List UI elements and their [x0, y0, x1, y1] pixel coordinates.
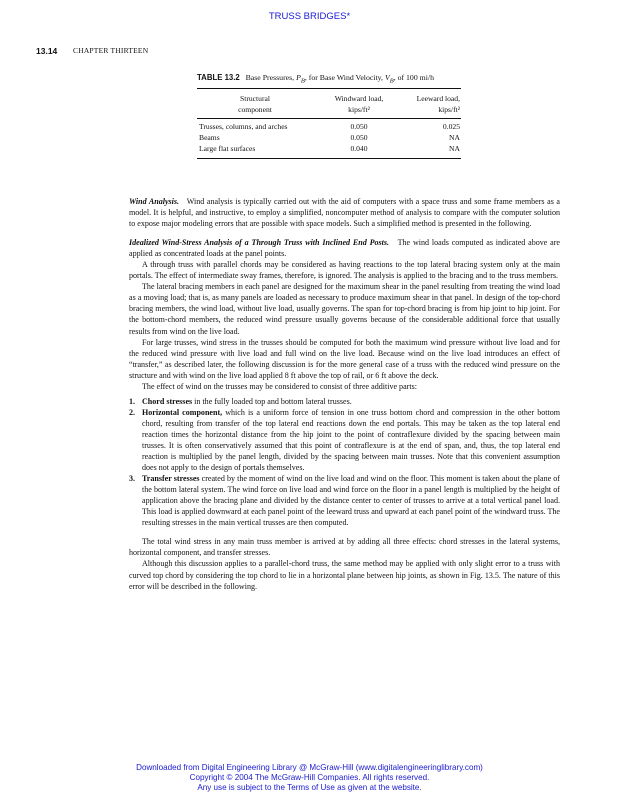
table-row-2-windward: 0.050	[350, 133, 368, 142]
table-row-3-leeward: NA	[449, 144, 460, 153]
table-header-windward-line2: kips/ft²	[348, 104, 370, 114]
chapter-label: CHAPTER THIRTEEN	[73, 46, 149, 55]
table-row-3-windward: 0.040	[350, 144, 368, 153]
table-caption-text-1: Base Pressures,	[245, 73, 297, 82]
download-footer	[0, 763, 619, 794]
paragraph-large-trusses: For large trusses, wind stress in the trusses should be computed for both the maximum wind pressure without live load and for the reduced wind pressure with live load and full wind on the live load. Because wind on the live load introduces an effect of “transfer,” as described later, the following discussion is for the more general case of a truss with the reduced wind pressure on the structure and with wind on the live load applied 8 ft above the top of rail, or 6 ft above the deck.	[129, 337, 560, 380]
table-row-2-leeward: NA	[449, 133, 460, 142]
list-item	[129, 396, 560, 407]
table-bottom-rule	[197, 158, 461, 159]
pressure-symbol: P	[296, 73, 301, 82]
list-item	[129, 473, 560, 528]
table-header-component-line1: Structural	[240, 94, 270, 103]
page-number: 13.14	[36, 46, 58, 56]
body-text	[129, 196, 560, 592]
table-header-component	[199, 94, 311, 115]
list-item	[129, 407, 560, 473]
list-item-term: Horizontal component,	[142, 407, 223, 417]
table-header-component-line2: component	[238, 104, 272, 114]
table-header-leeward-line2: kips/ft²	[438, 104, 460, 114]
paragraph-through-truss: A through truss with parallel chords may be considered as having reactions to the top lateral bracing system only at the main portals. The effect of intermediate sway frames, therefore, is ignored. The analysis is applied to the bracing and to the truss members.	[129, 260, 560, 281]
footer-download-link[interactable]: Downloaded from Digital Engineering Library @ McGraw-Hill (www.digitalengineeringlibrary.com)	[136, 763, 483, 772]
footer-terms: Any use is subject to the Terms of Use as given at the website.	[197, 783, 422, 793]
paragraph-lateral-bracing: The lateral bracing members in each panel are designed for the maximum shear in the panel resulting from treating the wind load as a moving load; that is, as many panels are loaded as necessary to produce maximum shear in that panel. In design of the top-chord bracing members, the wind load, without live load, usually governs. The span for top-chord bracing is from hip joint to hip joint. For the bottom-chord members, the reduced wind pressure usually governs because of the considerable additional force that usually results from wind on the live load.	[129, 282, 560, 336]
table-header-leeward	[392, 94, 460, 115]
idealized-heading: Idealized Wind-Stress Analysis of a Through Truss with Inclined End Posts.	[129, 238, 390, 248]
table-row-3-component: Large flat surfaces	[199, 144, 256, 153]
table-header-leeward-line1: Leeward load,	[416, 94, 460, 103]
table-header-windward-line1: Windward load,	[334, 94, 384, 103]
idealized-text: The wind loads computed as indicated above are applied as concentrated loads at the panel points.	[129, 238, 560, 259]
running-header-title: TRUSS BRIDGES*	[268, 11, 351, 22]
idealized-paragraph	[129, 237, 560, 259]
table-row-2-component: Beams	[199, 133, 220, 142]
list-item-number: 3.	[129, 474, 136, 484]
velocity-subscript: B	[389, 77, 394, 85]
wind-effects-list	[129, 396, 560, 529]
paragraph-curved-chord: Although this discussion applies to a parallel-chord truss, the same method may be applied with only slight error to a truss with curved top chord by considering the top chord to lie in a horizontal plane between hip joints, as shown in Fig. 13.5. The nature of this error will be described in the following.	[129, 559, 560, 591]
paragraph-total-stress: The total wind stress in any main truss member is arrived at by adding all three effects: chord stresses in the lateral systems, horizontal component, and transfer stresses.	[129, 537, 560, 558]
wind-analysis-heading: Wind Analysis.	[129, 197, 180, 206]
table-row-1-windward: 0.050	[350, 122, 368, 131]
table-caption-text-2: , for Base Wind Velocity,	[304, 73, 385, 82]
list-item-text: created by the moment of wind on the live load and wind on the floor. This moment is taken about the plane of the bottom lateral system. The wind force on live load and wind force on the floor in a panel length is multiplied by the height of application above the bracing plane and divided by the distance center to center of trusses to arrive at a total vertical panel load. This load is applied downward at each panel point of the leeward truss and upward at each panel point of the windward truss. The resulting stresses in the main vertical trusses are then computed.	[142, 474, 560, 528]
wind-analysis-paragraph	[129, 196, 560, 229]
table-header-windward	[322, 94, 396, 115]
list-item-text: in the fully loaded top and bottom lateral trusses.	[192, 396, 352, 406]
table-header-rule	[197, 118, 461, 119]
wind-analysis-text: Wind analysis is typically carried out with the aid of computers with a space truss and some frame members as a model. It is helpful, and instructive, to employ a simplified, noncomputer method of analysis to compare with the computer solution to expose major modeling errors that are possible with space models. Such a simplified method is presented in the following.	[129, 197, 560, 229]
list-item-number: 1.	[129, 396, 136, 406]
table-top-rule	[197, 88, 461, 89]
list-item-number: 2.	[129, 407, 136, 417]
velocity-symbol: V	[384, 73, 390, 82]
table-row-1-leeward: 0.025	[442, 122, 460, 131]
pressure-subscript: B	[300, 77, 305, 85]
table-label: TABLE 13.2	[197, 73, 240, 82]
footer-copyright: Copyright © 2004 The McGraw-Hill Companies. All rights reserved.	[189, 773, 430, 783]
list-item-term: Transfer stresses	[142, 474, 200, 484]
table-caption-text-3: , of 100 mi/h	[393, 73, 434, 82]
paragraph-three-parts: The effect of wind on the trusses may be considered to consist of three additive parts:	[142, 381, 417, 391]
table-row-1-component: Trusses, columns, and arches	[199, 122, 288, 131]
list-item-text: which is a uniform force of tension in one truss bottom chord and compression in the other bottom chord, resulting from transfer of the top lateral end reactions down the end portals. This may be taken as the top lateral end reaction times the horizontal distance from the hip joint to the point of contraflexure divided by the spacing between main trusses. It is often conservatively assumed that this point of contraflexure is at the end of span, and, thus, the top lateral end reaction is multiplied by the panel length, divided by the spacing between main trusses. Note that this convenient assumption does not apply to the design of portals themselves.	[142, 407, 561, 473]
table-caption	[197, 73, 434, 85]
list-item-term: Chord stresses	[142, 396, 193, 406]
